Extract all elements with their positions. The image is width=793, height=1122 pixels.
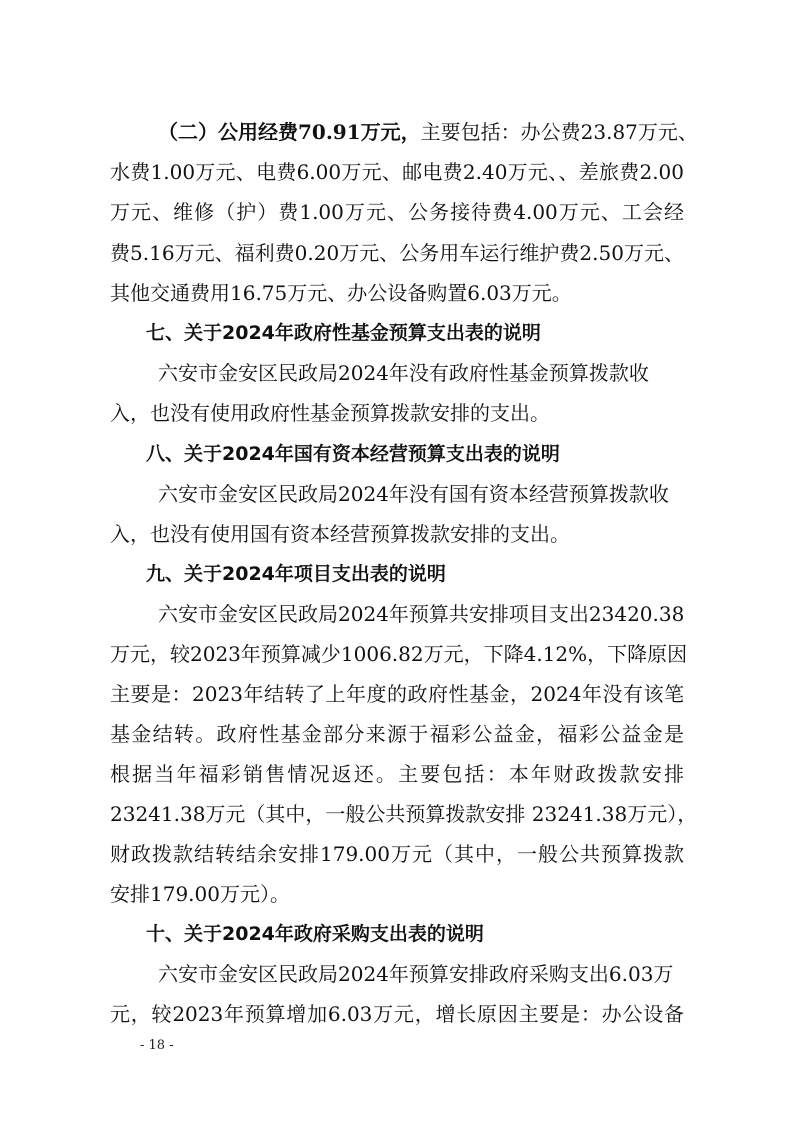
section-7-heading: 七、关于2024年政府性基金预算支出表的说明 [146, 322, 541, 344]
public-funds-line-5: 其他交通费用16.75万元、办公设备购置6.03万元。 [110, 281, 572, 305]
section-9-line-5: 根据当年福彩销售情况返还。主要包括：本年财政拨款安排 [110, 762, 684, 786]
section-9-line-1: 六安市金安区民政局2024年预算共安排项目支出23420.38 [158, 602, 685, 626]
section-9-line-8: 安排179.00万元）。 [110, 882, 290, 906]
section-7-line-2: 入，也没有使用政府性基金预算拨款安排的支出。 [110, 401, 550, 425]
public-funds-line-4: 费5.16万元、福利费0.20万元、公务用车运行维护费2.50万元、 [110, 241, 684, 265]
section-9-line-3: 主要是：2023年结转了上年度的政府性基金，2024年没有该笔 [110, 682, 684, 706]
section-9-line-7: 财政拨款结转结余安排179.00万元（其中，一般公共预算拨款 [110, 842, 684, 866]
public-funds-line-1 [0, 118, 793, 146]
section-9-heading: 九、关于2024年项目支出表的说明 [146, 563, 446, 585]
public-funds-line-2: 水费1.00万元、电费6.00万元、邮电费2.40万元、、差旅费2.00 [110, 160, 684, 184]
section-10-line-2: 元，较2023年预算增加6.03万元，增长原因主要是：办公设备 [110, 1002, 684, 1026]
section-10-line-1: 六安市金安区民政局2024年预算安排政府采购支出6.03万 [158, 962, 674, 986]
section-8-line-2: 入，也没有使用国有资本经营预算拨款安排的支出。 [110, 522, 570, 546]
section-8-line-1: 六安市金安区民政局2024年没有国有资本经营预算拨款收 [158, 482, 669, 506]
section-7-line-1: 六安市金安区民政局2024年没有政府性基金预算拨款收 [158, 361, 649, 385]
public-funds-line-3: 万元、维修（护）费1.00万元、公务接待费4.00万元、工会经 [110, 200, 684, 224]
section-10-heading: 十、关于2024年政府采购支出表的说明 [146, 923, 484, 945]
section-8-heading: 八、关于2024年国有资本经营预算支出表的说明 [146, 443, 560, 465]
section-9-line-2: 万元，较2023年预算减少1006.82万元，下降4.12%，下降原因 [110, 642, 688, 666]
section-9-line-4: 基金结转。政府性基金部分来源于福彩公益金，福彩公益金是 [110, 722, 684, 746]
section-9-line-6: 23241.38万元（其中，一般公共预算拨款安排 23241.38万元）， [110, 802, 698, 826]
public-funds-line-1-text: 主要包括：办公费23.87万元、 [420, 120, 698, 144]
page-number: - 18 - [140, 1038, 174, 1053]
public-funds-heading: （二）公用经费70.91万元， [158, 120, 421, 144]
